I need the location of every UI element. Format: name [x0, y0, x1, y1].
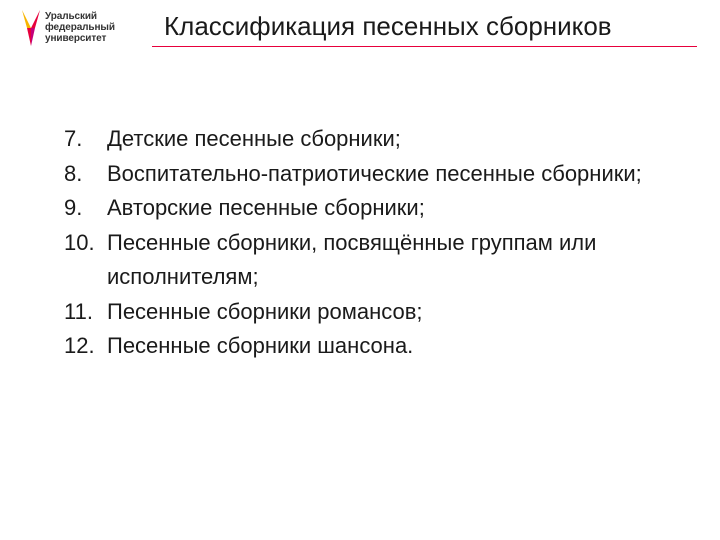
list-item-number: 9.	[64, 195, 83, 220]
title-divider	[152, 46, 697, 47]
list-item-number: 7.	[64, 126, 83, 151]
list-item-text: Песенные сборники шансона.	[107, 333, 414, 358]
list-item	[64, 157, 647, 192]
list-item-number: 11.	[64, 298, 93, 324]
list-item-text: Авторские песенные сборники;	[107, 195, 425, 220]
list-item	[64, 226, 647, 295]
list-item-text: Воспитательно-патриотические песенные сборники;	[107, 160, 642, 186]
list-item	[64, 122, 647, 157]
classification-list	[64, 122, 647, 364]
logo-line: Уральский	[45, 11, 97, 22]
urfu-logo-icon	[20, 8, 42, 48]
list-item-text: Песенные сборники романсов;	[107, 298, 423, 324]
list-item-number: 12.	[64, 333, 95, 358]
logo-wordmark	[45, 11, 115, 44]
logo-line: федеральный	[45, 22, 115, 33]
list-item-number: 10.	[64, 229, 95, 255]
list-item-text: Песенные сборники, посвящённые группам или исполнителям;	[107, 229, 597, 289]
logo-line: университет	[45, 33, 107, 44]
list-item-number: 8.	[64, 160, 83, 186]
list-item-text: Детские песенные сборники;	[107, 126, 401, 151]
university-logo	[20, 8, 116, 48]
list-item	[64, 329, 647, 364]
list-item	[64, 191, 647, 226]
page-title: Классификация песенных сборников	[164, 11, 612, 41]
list-item	[64, 295, 647, 330]
